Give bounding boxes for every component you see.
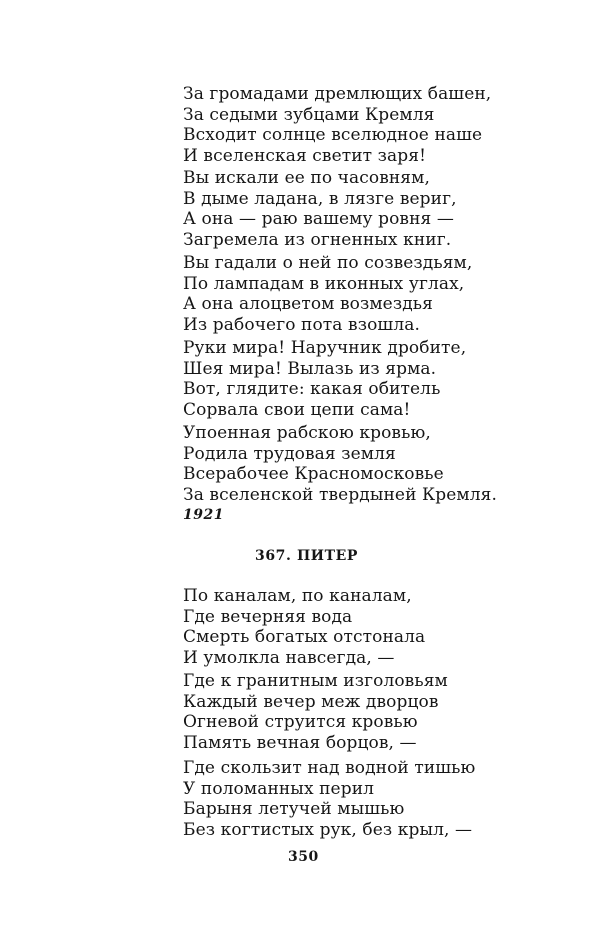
verse-line: А она алоцветом возмездья bbox=[183, 294, 433, 315]
verse-line: Где вечерняя вода bbox=[183, 606, 353, 627]
verse-line: Загремела из огненных книг. bbox=[183, 229, 452, 250]
verse-line: Огневой струится кровью bbox=[183, 712, 418, 733]
verse-line: За седыми зубцами Кремля bbox=[183, 104, 435, 125]
verse-line: Где к гранитным изголовьям bbox=[183, 671, 448, 691]
verse-line: Сорвала свои цепи сама! bbox=[183, 399, 411, 420]
verse-line: Всерабочее Красномосковье bbox=[183, 464, 444, 485]
verse-line: Каждый вечер меж дворцов bbox=[183, 691, 439, 712]
verse-line: Где скользит над водной тишью bbox=[183, 758, 476, 778]
poem-1-stanza-5 bbox=[183, 423, 513, 505]
poem-2-stanza-3 bbox=[183, 758, 513, 840]
poem-1-stanza-1 bbox=[183, 84, 513, 166]
verse-line: По каналам, по каналам, bbox=[183, 586, 412, 606]
verse-line: Смерть богатых отстонала bbox=[183, 627, 426, 648]
poem-1-stanza-4 bbox=[183, 338, 513, 420]
verse-line: Упоенная рабскою кровью, bbox=[183, 423, 431, 443]
poem-1-body bbox=[183, 84, 513, 166]
verse-line: Всходит солнце вселюдное наше bbox=[183, 125, 483, 146]
poem-1-stanza-2 bbox=[183, 168, 513, 250]
verse-line: Родила трудовая земля bbox=[183, 443, 396, 464]
poem-1-year: 1921 bbox=[183, 507, 224, 523]
verse-line: По лампадам в иконных углах, bbox=[183, 273, 465, 294]
verse-line: У поломанных перил bbox=[183, 778, 375, 799]
verse-line: За громадами дремлющих башен, bbox=[183, 84, 492, 104]
verse-line: Из рабочего пота взошла. bbox=[183, 314, 420, 335]
verse-line: Шея мира! Вылазь из ярма. bbox=[183, 358, 437, 379]
poem-1-stanza-3 bbox=[183, 253, 513, 335]
verse-line: Без когтистых рук, без крыл, — bbox=[183, 819, 473, 840]
poem-2-stanza-1 bbox=[183, 586, 513, 668]
verse-line: За вселенской твердыней Кремля. bbox=[183, 484, 497, 505]
verse-line: Руки мира! Наручник дробите, bbox=[183, 338, 467, 358]
poem-2-title: 367. ПИТЕР bbox=[255, 548, 359, 564]
verse-line: Вы гадали о ней по созвездьям, bbox=[183, 253, 473, 273]
verse-line: И умолкла навсегда, — bbox=[183, 647, 395, 668]
verse-line: Вы искали ее по часовням, bbox=[183, 168, 430, 188]
poem-2-stanza-2 bbox=[183, 671, 513, 753]
verse-line: В дыме ладана, в лязге вериг, bbox=[183, 188, 457, 209]
verse-line: Память вечная борцов, — bbox=[183, 732, 417, 753]
verse-line: Барыня летучей мышью bbox=[183, 799, 405, 820]
verse-line: А она — раю вашему ровня — bbox=[183, 209, 454, 230]
verse-line: Вот, глядите: какая обитель bbox=[183, 379, 441, 400]
page-number: 350 bbox=[288, 849, 319, 865]
verse-line: И вселенская светит заря! bbox=[183, 145, 427, 166]
